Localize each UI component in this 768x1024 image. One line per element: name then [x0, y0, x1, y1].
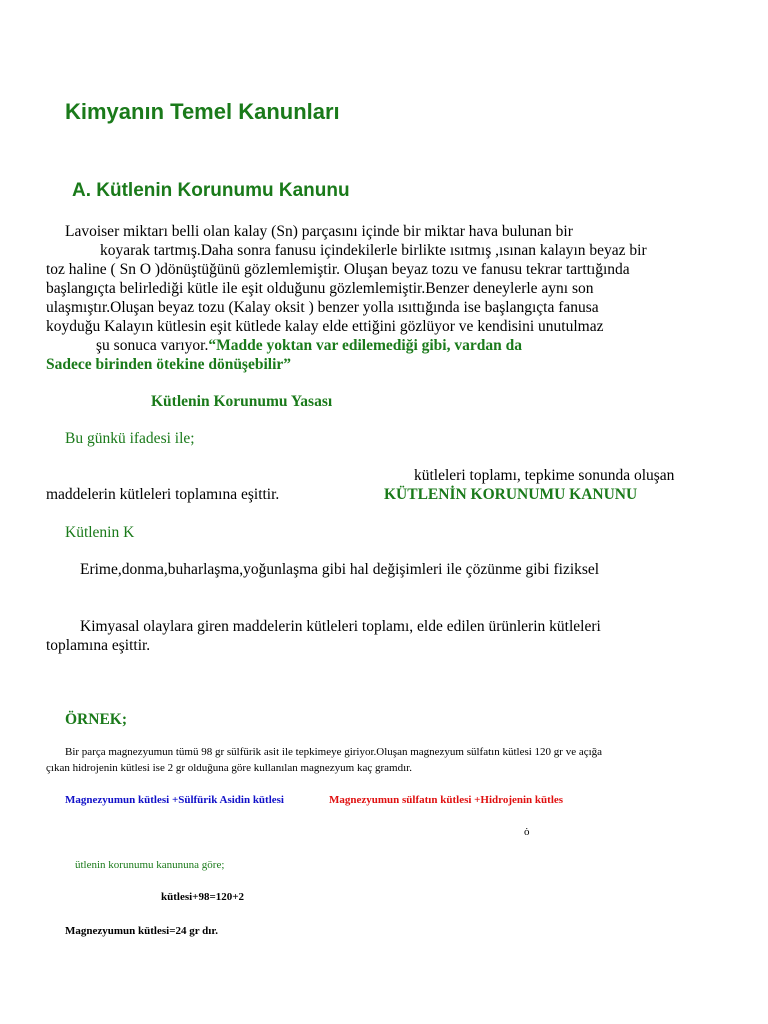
statement-line: kütleleri toplamı, tepkime sonunda oluşan [414, 467, 675, 484]
lavoisier-quote-end: Sadece birinden ötekine dönüşebilir” [46, 356, 292, 373]
by-law-text: ütlenin korunumu kanununa göre; [75, 859, 225, 871]
example-text: çıkan hidrojenin kütlesi ise 2 gr olduğuna göre kullanılan magnezyum kaç gramdır. [46, 762, 412, 774]
law-caps-label: KÜTLENİN KORUNUMU KANUNU [384, 486, 638, 503]
paragraph-line: başlangıçta belirlediği kütle ile eşit olduğunu gözlemlemiştir.Benzer deneylerle aynı son [46, 280, 594, 297]
physical-changes-line: Erime,donma,buharlaşma,yoğunlaşma gibi hal değişimleri ile çözünme gibi fiziksel [80, 561, 600, 578]
paragraph-line: koyduğu Kalayın kütlesin eşit kütlede kalay elde ettiğini gözlüyor ve kendisini unutulmaz [46, 318, 604, 335]
paragraph-line: Lavoiser miktarı belli olan kalay (Sn) parçasını içinde bir miktar hava bulunan bir [65, 223, 573, 240]
statement-line: maddelerin kütleleri toplamına eşittir. [46, 486, 280, 503]
chemical-line: Kimyasal olaylara giren maddelerin kütleleri toplamı, elde edilen ürünlerin kütleleri [80, 618, 601, 635]
result-line: Magnezyumun kütlesi=24 gr dır. [65, 925, 218, 937]
lavoisier-quote: “Madde yoktan var edilemediği gibi, vardan da [208, 337, 522, 354]
page-title: Kimyanın Temel Kanunları [65, 99, 340, 124]
calculation-line: kütlesi+98=120+2 [161, 891, 244, 903]
paragraph-line [96, 336, 522, 355]
chemical-line: toplamına eşittir. [46, 637, 151, 654]
kutlenin-k-label: Kütlenin K [65, 524, 135, 541]
equation-left: Magnezyumun kütlesi +Sülfürik Asidin kütlesi [65, 794, 284, 806]
example-text: Bir parça magnezyumun tümü 98 gr sülfürik asit ile tepkimeye giriyor.Oluşan magnezyum sülfatın kütlesi 120 gr ve açığa [65, 746, 603, 758]
paragraph-line: koyarak tartmış.Daha sonra fanusu içindekilerle birlikte ısıtmış ,ısınan kalayın beyaz bir [100, 242, 647, 259]
equation-right: Magnezyumun sülfatın kütlesi +Hidrojenin kütles [329, 794, 564, 806]
paragraph-text: şu sonuca varıyor. [96, 337, 209, 354]
paragraph-line: ulaşmıştır.Oluşan beyaz tozu (Kalay oksit ) benzer yolla ısıttığında ise başlangıçta fanusa [46, 299, 599, 316]
today-label: Bu günkü ifadesi ile; [65, 430, 195, 447]
section-heading: A. Kütlenin Korunumu Kanunu [72, 180, 350, 201]
example-heading: ÖRNEK; [65, 711, 127, 728]
paragraph-line: toz haline ( Sn O )dönüştüğünü gözlemlemiştir. Oluşan beyaz tozu ve fanusu tekrar tarttığında [46, 261, 630, 278]
law-heading: Kütlenin Korunumu Yasası [151, 393, 333, 410]
stray-character: ȯ [524, 826, 530, 838]
